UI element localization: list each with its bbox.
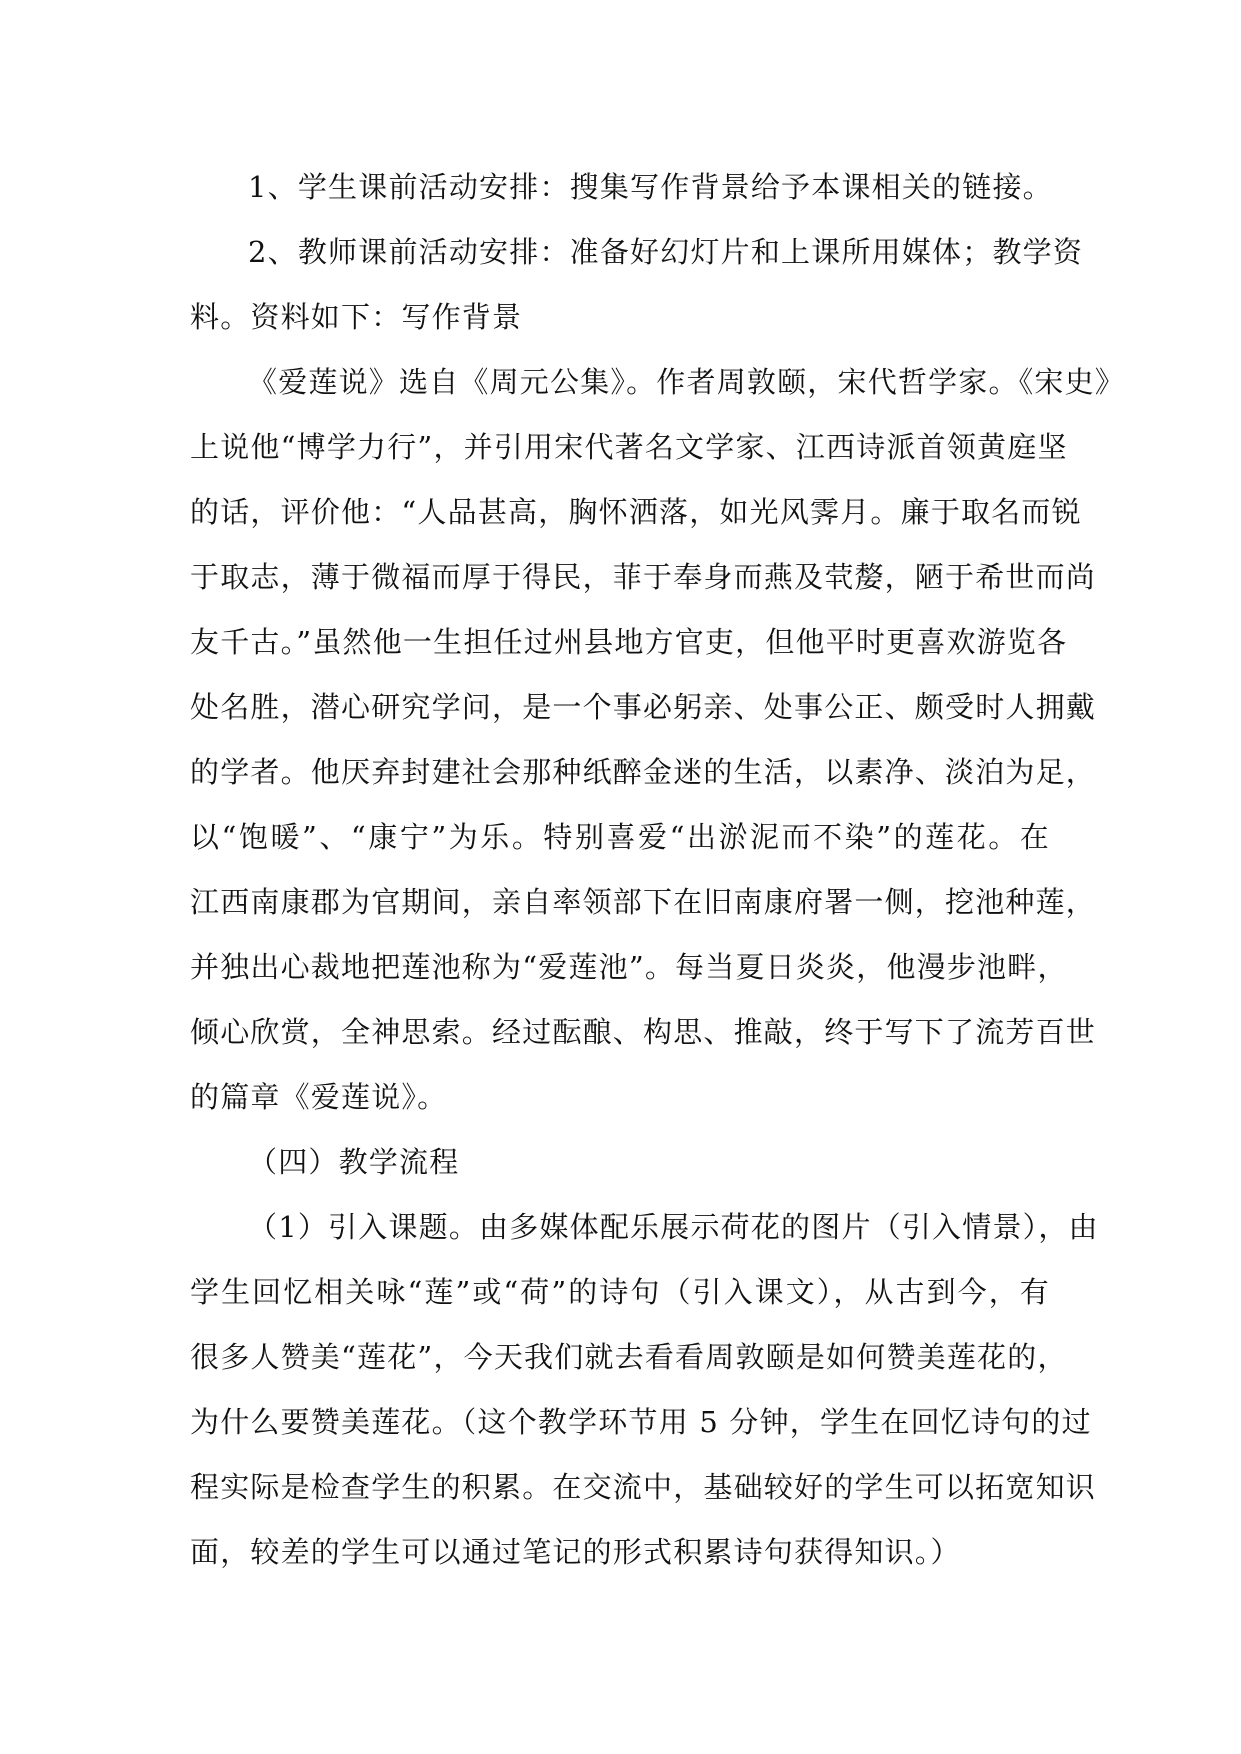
text-line: 程实际是检查学生的积累。在交流中，基础较好的学生可以拓宽知识 xyxy=(190,1470,1097,1504)
text-line: 1、学生课前活动安排：搜集写作背景给予本课相关的链接。 xyxy=(248,170,1053,204)
paragraph-student-activity xyxy=(190,155,1053,220)
text-line: 很多人赞美“莲花”，今天我们就去看看周敦颐是如何赞美莲花的， xyxy=(190,1340,1068,1374)
text-line: 为什么要赞美莲花。（这个教学环节用 5 分钟，学生在回忆诗句的过 xyxy=(190,1405,1092,1439)
text-line: 的篇章《爱莲说》。 xyxy=(190,1080,448,1114)
text-line: 江西南康郡为官期间，亲自率领部下在旧南康府署一侧，挖池种莲， xyxy=(190,885,1097,919)
section-heading-teaching-process xyxy=(190,1130,1050,1195)
text-line: 倾心欣赏，全神思索。经过酝酿、构思、推敲，终于写下了流芳百世 xyxy=(190,1015,1097,1049)
text-line: 面，较差的学生可以通过笔记的形式积累诗句获得知识。） xyxy=(190,1535,961,1569)
text-line: 友千古。”虽然他一生担任过州县地方官吏，但他平时更喜欢游览各 xyxy=(190,625,1068,659)
text-line: （1）引入课题。由多媒体配乐展示荷花的图片（引入情景），由 xyxy=(248,1210,1099,1244)
paragraph-teacher-activity xyxy=(190,220,1084,350)
text-line: 学生回忆相关咏“莲”或“荷”的诗句（引入课文），从古到今，有 xyxy=(190,1275,1050,1309)
paragraph-introduce-topic xyxy=(190,1195,1099,1585)
text-line: 并独出心裁地把莲池称为“爱莲池”。每当夏日炎炎，他漫步池畔， xyxy=(190,950,1068,984)
text-line: 处名胜，潜心研究学问，是一个事必躬亲、处事公正、颇受时人拥戴 xyxy=(190,690,1097,724)
text-line: 《爱莲说》选自《周元公集》。作者周敦颐，宋代哲学家。《宋史》 xyxy=(248,365,1126,399)
document-page xyxy=(190,155,1126,1585)
text-line: 2、教师课前活动安排：准备好幻灯片和上课所用媒体；教学资 xyxy=(248,235,1084,269)
text-line: 料。资料如下：写作背景 xyxy=(190,300,523,334)
paragraph-writing-background xyxy=(190,350,1126,1130)
text-line: （四）教学流程 xyxy=(248,1145,460,1179)
text-line: 以“饱暖”、“康宁”为乐。特别喜爱“出淤泥而不染”的莲花。在 xyxy=(190,820,1050,854)
text-line: 的学者。他厌弃封建社会那种纸醉金迷的生活，以素净、淡泊为足， xyxy=(190,755,1097,789)
text-line: 上说他“博学力行”，并引用宋代著名文学家、江西诗派首领黄庭坚 xyxy=(190,430,1068,464)
text-line: 于取志，薄于微福而厚于得民，菲于奉身而燕及茕嫠，陋于希世而尚 xyxy=(190,560,1097,594)
text-line: 的话，评价他：“人品甚高，胸怀洒落，如光风霁月。廉于取名而锐 xyxy=(190,495,1082,529)
